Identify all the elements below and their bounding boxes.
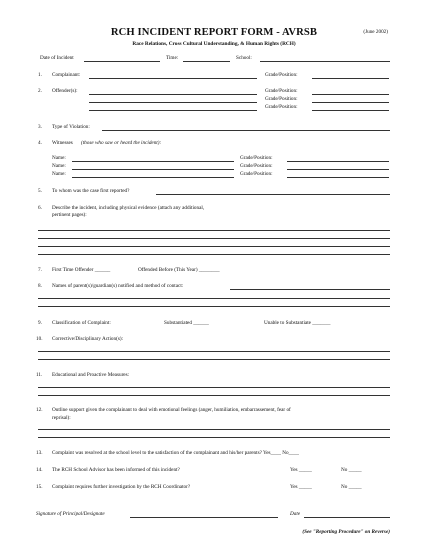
item-14-number: 14.	[36, 467, 43, 473]
witness-1-grade-label: Grade/Position:	[240, 155, 273, 161]
substantiated-option[interactable]: Substantiated ______	[164, 320, 209, 326]
item-7-number: 7.	[38, 267, 42, 273]
complainant-grade-label: Grade/Position:	[265, 72, 298, 78]
corrective-line-1[interactable]	[38, 351, 390, 352]
signature-date-field[interactable]	[304, 517, 390, 518]
item-3-number: 3.	[38, 124, 42, 130]
describe-line-3[interactable]	[38, 246, 390, 247]
witness-1-name-label: Name:	[52, 155, 66, 161]
offender-2-grade-label: Grade/Position:	[265, 96, 298, 102]
describe-incident-label-2: pertinent pages):	[52, 212, 87, 218]
item-4-number: 4.	[38, 140, 42, 146]
type-of-violation-label: Type of Violation:	[52, 124, 90, 130]
school-field[interactable]	[260, 61, 390, 62]
form-date: (June 2002)	[363, 29, 388, 35]
describe-line-4[interactable]	[38, 254, 390, 255]
support-line-1[interactable]	[38, 429, 390, 430]
witness-1-name-field[interactable]	[72, 161, 234, 162]
offender-2-field[interactable]	[89, 102, 257, 103]
item-13-number: 13.	[36, 450, 43, 456]
complainant-field[interactable]	[89, 78, 257, 79]
educational-measures-label: Educational and Proactive Measures:	[52, 372, 130, 378]
complainant-grade-field[interactable]	[312, 78, 389, 79]
item-1-number: 1.	[38, 72, 42, 78]
corrective-actions-label: Corrective/Disciplinary Action(s):	[52, 336, 124, 342]
support-label-2: reprisal):	[52, 415, 71, 421]
support-line-2[interactable]	[38, 437, 390, 438]
type-of-violation-field[interactable]	[102, 130, 390, 131]
form-title: RCH INCIDENT REPORT FORM - AVRSB	[110, 27, 318, 38]
describe-line-1[interactable]	[38, 230, 390, 231]
further-investigation-label: Complaint requires further investigation by the RCH Coordinator?	[52, 484, 191, 490]
offender-3-grade-label: Grade/Position:	[265, 104, 298, 110]
signature-field[interactable]	[130, 517, 278, 518]
witness-3-grade-label: Grade/Position:	[240, 171, 273, 177]
parents-line-1[interactable]	[38, 298, 390, 299]
classification-label: Classification of Complaint:	[52, 320, 111, 326]
item-5-number: 5.	[38, 188, 42, 194]
educational-line-2[interactable]	[38, 395, 390, 396]
first-reported-label: To whom was the case first reported?	[52, 188, 130, 194]
witness-1-grade-field[interactable]	[287, 161, 389, 162]
parents-notified-label: Names of parent(s)/guardian(s) notified and method of contact:	[52, 283, 184, 289]
date-of-incident-label: Date of Incident	[40, 55, 74, 61]
school-label: School:	[236, 55, 252, 61]
witness-3-name-field[interactable]	[72, 177, 234, 178]
describe-incident-label: Describe the incident, including physical evidence (attach any additional,	[52, 205, 205, 211]
further-investigation-yes[interactable]: Yes _____	[290, 484, 312, 490]
describe-line-2[interactable]	[38, 238, 390, 239]
offenders-label: Offender(s):	[52, 88, 78, 94]
offender-1-field[interactable]	[89, 94, 257, 95]
item-6-number: 6.	[38, 205, 42, 211]
witness-2-name-field[interactable]	[72, 169, 234, 170]
form-subtitle: Race Relations, Cross Cultural Understanding, & Human Rights (RCH)	[132, 41, 296, 47]
offender-2-grade-field[interactable]	[312, 102, 389, 103]
complainant-label: Complainant:	[52, 72, 81, 78]
unable-to-substantiate-option[interactable]: Unable to Substantiate _______	[264, 320, 331, 326]
corrective-line-2[interactable]	[38, 359, 390, 360]
parents-line-2[interactable]	[38, 306, 390, 307]
witness-2-grade-label: Grade/Position:	[240, 163, 273, 169]
resolved-question[interactable]: Complaint was resolved at the school level to the satisfaction of the complainant and his/her parents? Yes____ No____	[52, 450, 299, 456]
witness-2-grade-field[interactable]	[287, 169, 389, 170]
parents-notified-field[interactable]	[230, 289, 390, 290]
offender-3-field[interactable]	[89, 110, 257, 111]
item-15-number: 15.	[36, 484, 43, 490]
witness-3-name-label: Name:	[52, 171, 66, 177]
advisor-informed-yes[interactable]: Yes _____	[290, 467, 312, 473]
item-10-number: 10.	[36, 336, 43, 342]
advisor-informed-label: The RCH School Advisor has been informed of this incident?	[52, 467, 180, 473]
signature-date-label: Date	[290, 511, 301, 517]
witnesses-note: (those who saw or heard the incident):	[81, 140, 162, 146]
advisor-informed-no[interactable]: No _____	[341, 467, 362, 473]
witness-2-name-label: Name:	[52, 163, 66, 169]
witness-3-grade-field[interactable]	[287, 177, 389, 178]
offended-before[interactable]: Offended Before (This Year) ________	[138, 267, 220, 273]
witnesses-label: Witnesses	[52, 140, 73, 146]
item-9-number: 9.	[38, 320, 42, 326]
offender-1-grade-field[interactable]	[312, 94, 389, 95]
time-label: Time:	[166, 55, 179, 61]
date-of-incident-field[interactable]	[84, 61, 160, 62]
offender-3-grade-field[interactable]	[312, 110, 389, 111]
signature-label: Signature of Principal/Designate	[36, 511, 105, 517]
further-investigation-no[interactable]: No _____	[341, 484, 362, 490]
reporting-procedure-note: (See "Reporting Procedure" on Reverse)	[302, 529, 390, 535]
item-11-number: 11.	[36, 372, 43, 378]
support-label: Outline support given the complainant to deal with emotional feelings (anger, humiliation, embarrassement, fear of	[52, 407, 291, 413]
first-reported-field[interactable]	[156, 194, 390, 195]
educational-line-1[interactable]	[38, 387, 390, 388]
item-12-number: 12.	[36, 407, 43, 413]
offender-1-grade-label: Grade/Position:	[265, 88, 298, 94]
time-field[interactable]	[183, 61, 230, 62]
first-time-offender[interactable]: First Time Offender ______	[52, 267, 111, 273]
item-2-number: 2.	[38, 88, 42, 94]
item-8-number: 8.	[38, 283, 42, 289]
